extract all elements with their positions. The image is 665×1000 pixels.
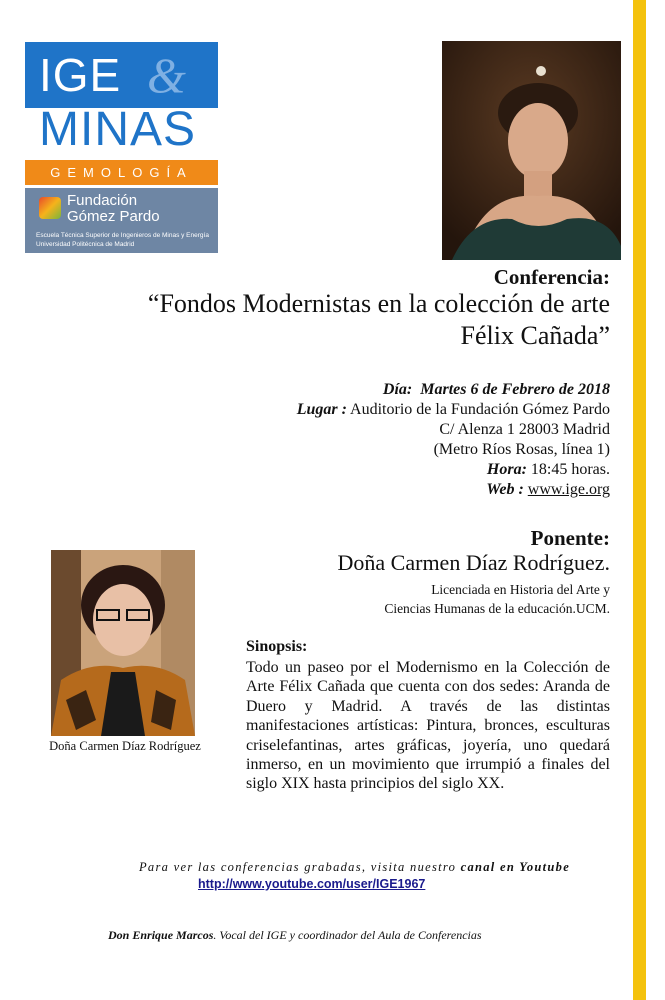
fundacion-subtitle [36, 231, 209, 249]
fundacion-emblem-icon [39, 197, 61, 219]
web-line [240, 480, 610, 500]
fundacion-name-line1: Fundación [67, 192, 138, 209]
speaker-photo-caption: Doña Carmen Díaz Rodríguez [49, 739, 201, 753]
date-label: Día: [382, 381, 413, 398]
venue-label: Lugar : [296, 401, 347, 418]
time-value: 18:45 horas. [530, 461, 610, 478]
time-line [240, 460, 610, 480]
fundacion-subtitle-line1: Escuela Técnica Superior de Ingenieros de Minas y Energía [36, 232, 209, 239]
venue-line [240, 400, 610, 420]
youtube-invite-text: Para ver las conferencias grabadas, visita nuestro [139, 860, 461, 874]
conference-label: Conferencia: [493, 265, 610, 289]
youtube-channel-label: canal en Youtube [460, 860, 571, 874]
date-line [240, 380, 610, 400]
speaker-credential-line2: Ciencias Humanas de la educación.UCM. [384, 601, 610, 616]
metro-line: (Metro Ríos Rosas, línea 1) [433, 441, 610, 458]
youtube-link[interactable]: http://www.youtube.com/user/IGE1967 [198, 877, 426, 891]
speaker-label: Ponente: [530, 526, 610, 550]
painting-portrait-image [442, 41, 621, 260]
logo-ige-text: IGE [39, 49, 122, 101]
venue-value: Auditorio de la Fundación Gómez Pardo [350, 401, 610, 418]
ige-minas-logo [25, 42, 218, 185]
logo-ampersand: & [147, 47, 186, 103]
address-line: C/ Alenza 1 28003 Madrid [439, 421, 610, 438]
footer-name: Don Enrique Marcos [108, 928, 214, 942]
logo-minas-text: MINAS [39, 103, 197, 156]
web-label: Web : [486, 481, 524, 498]
web-link[interactable]: www.ige.org [527, 481, 610, 498]
sinopsis-text: Todo un paseo por el Modernismo en la Colección de Arte Félix Cañada que cuenta con dos sedes: Aranda de Duero y Madrid. A través de las distintas manifestaciones artísticas: Pintura, bronces, esculturas criselefantinas, artes gráficas, joyería, uno quedará inmerso, en un movimiento que irrumpió a finales del siglo XIX hasta principios del siglo XX. [246, 659, 610, 793]
footer-credit [108, 928, 482, 943]
fundacion-logo [25, 188, 218, 253]
fundacion-name-line2: Gómez Pardo [67, 208, 160, 225]
conference-title-line2: Félix Cañada” [460, 321, 610, 350]
conference-title-line1: “Fondos Modernistas en la colección de arte [147, 289, 610, 318]
speaker-photo [51, 550, 195, 736]
speaker-name: Doña Carmen Díaz Rodríguez. [337, 550, 610, 575]
logo-gemologia-band: GEMOLOGÍA [25, 160, 218, 185]
time-label: Hora: [486, 461, 527, 478]
yellow-side-bar [633, 0, 646, 1000]
fundacion-name [67, 193, 160, 225]
footer-text: . Vocal del IGE y coordinador del Aula de Conferencias [213, 928, 482, 942]
sinopsis-label: Sinopsis: [246, 638, 308, 655]
fundacion-subtitle-line2: Universidad Politécnica de Madrid [36, 241, 135, 248]
date-value: Martes 6 de Febrero de 2018 [420, 381, 610, 398]
youtube-invite [139, 860, 570, 875]
speaker-credential-line1: Licenciada en Historia del Arte y [431, 582, 610, 597]
